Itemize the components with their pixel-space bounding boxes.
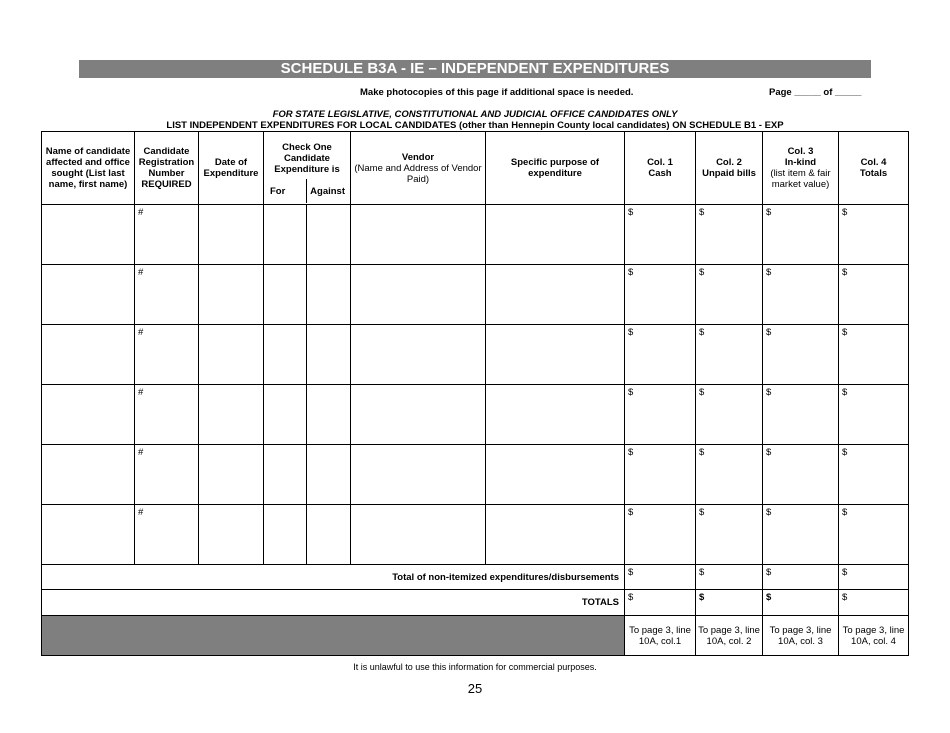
- cell-candidate[interactable]: [42, 265, 135, 325]
- cell-unpaid[interactable]: $: [696, 445, 763, 505]
- nonitemized-cash[interactable]: $: [625, 565, 696, 590]
- cell-inkind[interactable]: $: [763, 325, 839, 385]
- cell-registration[interactable]: #: [135, 505, 199, 565]
- cell-against[interactable]: [307, 205, 351, 265]
- header-date: Date of Expenditure: [199, 132, 264, 205]
- header-col3-inkind: Col. 3 In-kind (list item & fair market value): [763, 132, 839, 205]
- cell-inkind[interactable]: $: [763, 505, 839, 565]
- cell-unpaid[interactable]: $: [696, 325, 763, 385]
- cell-date[interactable]: [199, 445, 264, 505]
- expenditures-table: [41, 131, 909, 656]
- ref-col3: To page 3, line 10A, col. 3: [763, 616, 839, 656]
- cell-total[interactable]: $: [839, 445, 909, 505]
- cell-total[interactable]: $: [839, 205, 909, 265]
- cell-vendor[interactable]: [351, 385, 486, 445]
- header-col2-unpaid: Col. 2 Unpaid bills: [696, 132, 763, 205]
- cell-against[interactable]: [307, 325, 351, 385]
- cell-date[interactable]: [199, 505, 264, 565]
- header-row: [42, 132, 909, 205]
- cell-unpaid[interactable]: $: [696, 385, 763, 445]
- schedule-title: SCHEDULE B3A - IE – INDEPENDENT EXPENDITURES: [79, 60, 871, 78]
- cell-unpaid[interactable]: $: [696, 205, 763, 265]
- table-row: [42, 325, 909, 385]
- cell-candidate[interactable]: [42, 505, 135, 565]
- totals-row: [42, 590, 909, 616]
- cell-date[interactable]: [199, 385, 264, 445]
- cell-purpose[interactable]: [486, 325, 625, 385]
- cell-vendor[interactable]: [351, 205, 486, 265]
- cell-cash[interactable]: $: [625, 445, 696, 505]
- cell-inkind[interactable]: $: [763, 205, 839, 265]
- cell-candidate[interactable]: [42, 385, 135, 445]
- cell-registration[interactable]: #: [135, 445, 199, 505]
- cell-for[interactable]: [264, 205, 307, 265]
- photocopy-instruction: Make photocopies of this page if additional space is needed.: [360, 87, 634, 98]
- cell-unpaid[interactable]: $: [696, 505, 763, 565]
- reference-row: [42, 616, 909, 656]
- cell-registration[interactable]: #: [135, 325, 199, 385]
- cell-inkind[interactable]: $: [763, 385, 839, 445]
- nonitemized-total[interactable]: $: [839, 565, 909, 590]
- cell-inkind[interactable]: $: [763, 265, 839, 325]
- cell-cash[interactable]: $: [625, 205, 696, 265]
- cell-registration[interactable]: #: [135, 265, 199, 325]
- cell-for[interactable]: [264, 505, 307, 565]
- subtitle-local-candidates: LIST INDEPENDENT EXPENDITURES FOR LOCAL CANDIDATES (other than Hennepin County local candidates) ON SCHEDULE B1 - EXP: [166, 120, 784, 131]
- cell-candidate[interactable]: [42, 325, 135, 385]
- cell-purpose[interactable]: [486, 445, 625, 505]
- cell-total[interactable]: $: [839, 325, 909, 385]
- ref-col4: To page 3, line 10A, col. 4: [839, 616, 909, 656]
- header-purpose: Specific purpose of expenditure: [486, 132, 625, 205]
- cell-for[interactable]: [264, 385, 307, 445]
- header-check-one: Check One Candidate Expenditure is For Against: [264, 132, 351, 205]
- totals-inkind[interactable]: $: [763, 590, 839, 616]
- table-row: [42, 385, 909, 445]
- header-registration-number: Candidate Registration Number REQUIRED: [135, 132, 199, 205]
- cell-vendor[interactable]: [351, 445, 486, 505]
- cell-total[interactable]: $: [839, 505, 909, 565]
- cell-against[interactable]: [307, 265, 351, 325]
- cell-registration[interactable]: #: [135, 385, 199, 445]
- cell-total[interactable]: $: [839, 265, 909, 325]
- cell-purpose[interactable]: [486, 505, 625, 565]
- header-col4-totals: Col. 4 Totals: [839, 132, 909, 205]
- cell-total[interactable]: $: [839, 385, 909, 445]
- cell-vendor[interactable]: [351, 505, 486, 565]
- ref-col2: To page 3, line 10A, col. 2: [696, 616, 763, 656]
- nonitemized-unpaid[interactable]: $: [696, 565, 763, 590]
- totals-label: TOTALS: [42, 590, 625, 616]
- cell-against[interactable]: [307, 505, 351, 565]
- table-row: [42, 445, 909, 505]
- header-for: For: [270, 186, 286, 197]
- table-row: [42, 205, 909, 265]
- cell-candidate[interactable]: [42, 205, 135, 265]
- page-number: 25: [467, 681, 483, 696]
- ref-col1: To page 3, line 10A, col.1: [625, 616, 696, 656]
- cell-cash[interactable]: $: [625, 265, 696, 325]
- cell-inkind[interactable]: $: [763, 445, 839, 505]
- cell-against[interactable]: [307, 445, 351, 505]
- cell-for[interactable]: [264, 445, 307, 505]
- header-col1-cash: Col. 1 Cash: [625, 132, 696, 205]
- grey-filler: [42, 616, 625, 656]
- table-row: [42, 505, 909, 565]
- page-of-field[interactable]: Page _____ of _____: [769, 87, 862, 98]
- cell-for[interactable]: [264, 265, 307, 325]
- totals-cash[interactable]: $: [625, 590, 696, 616]
- cell-cash[interactable]: $: [625, 385, 696, 445]
- cell-candidate[interactable]: [42, 445, 135, 505]
- nonitemized-inkind[interactable]: $: [763, 565, 839, 590]
- cell-cash[interactable]: $: [625, 325, 696, 385]
- cell-date[interactable]: [199, 325, 264, 385]
- cell-date[interactable]: [199, 265, 264, 325]
- header-vendor: Vendor (Name and Address of Vendor Paid): [351, 132, 486, 205]
- cell-vendor[interactable]: [351, 265, 486, 325]
- table-row: [42, 265, 909, 325]
- cell-date[interactable]: [199, 205, 264, 265]
- totals-total[interactable]: $: [839, 590, 909, 616]
- totals-unpaid[interactable]: $: [696, 590, 763, 616]
- cell-purpose[interactable]: [486, 205, 625, 265]
- legal-notice: It is unlawful to use this information for commercial purposes.: [353, 662, 597, 672]
- header-against: Against: [310, 186, 345, 197]
- cell-against[interactable]: [307, 385, 351, 445]
- cell-registration[interactable]: #: [135, 205, 199, 265]
- header-candidate-name: Name of candidate affected and office sought (List last name, first name): [42, 132, 135, 205]
- nonitemized-row: [42, 565, 909, 590]
- cell-unpaid[interactable]: $: [696, 265, 763, 325]
- cell-for[interactable]: [264, 325, 307, 385]
- cell-vendor[interactable]: [351, 325, 486, 385]
- cell-cash[interactable]: $: [625, 505, 696, 565]
- cell-purpose[interactable]: [486, 265, 625, 325]
- subtitle-state-offices: FOR STATE LEGISLATIVE, CONSTITUTIONAL AND JUDICIAL OFFICE CANDIDATES ONLY: [272, 109, 678, 120]
- nonitemized-label: Total of non-itemized expenditures/disbursements: [42, 565, 625, 590]
- cell-purpose[interactable]: [486, 385, 625, 445]
